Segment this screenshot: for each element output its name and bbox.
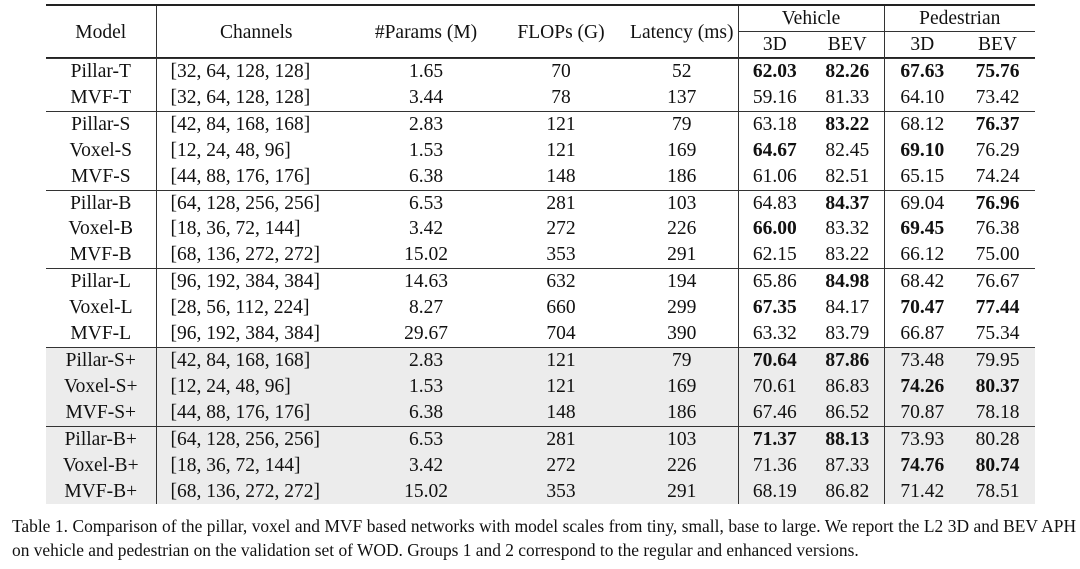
cell-flops: 121	[496, 111, 626, 137]
cell-pedestrian-3d: 64.10	[884, 85, 960, 111]
table-row	[46, 59, 1035, 85]
cell-latency: 186	[626, 400, 738, 426]
cell-model: Pillar-L	[46, 269, 156, 295]
cell-vehicle-3d: 61.06	[738, 164, 811, 190]
cell-pedestrian-3d: 66.12	[884, 242, 960, 268]
cell-vehicle-3d: 70.61	[738, 374, 811, 400]
table-row	[46, 453, 1035, 479]
cell-vehicle-bev: 86.52	[811, 400, 884, 426]
cell-vehicle-3d: 62.03	[738, 59, 811, 85]
cell-latency: 194	[626, 269, 738, 295]
cell-latency: 79	[626, 347, 738, 373]
cell-params: 3.44	[408, 86, 444, 108]
cell-pedestrian-3d: 69.10	[884, 138, 960, 164]
cell-vehicle-bev: 86.83	[811, 374, 884, 400]
cell-channels: [68, 136, 272, 272]	[156, 479, 356, 505]
header-pedestrian: Pedestrian	[884, 6, 1035, 32]
cell-channels: [96, 192, 384, 384]	[156, 269, 356, 295]
header-channels: Channels	[156, 6, 356, 59]
table-row	[46, 242, 1035, 268]
cell-vehicle-3d: 64.67	[738, 138, 811, 164]
table-row	[46, 85, 1035, 111]
header-vehicle-bev: BEV	[811, 32, 884, 59]
table-header	[46, 6, 1035, 59]
cell-model: Voxel-S	[69, 139, 132, 161]
table-row	[46, 111, 1035, 137]
cell-vehicle-3d: 67.46	[738, 400, 811, 426]
cell-params: 3.42	[408, 218, 444, 240]
header-pedestrian-3d: 3D	[884, 32, 960, 59]
cell-model: Pillar-S	[46, 111, 156, 137]
table-row	[46, 164, 1035, 190]
cell-vehicle-3d: 71.37	[738, 426, 811, 452]
cell-model: Voxel-L	[68, 297, 133, 319]
cell-vehicle-bev: 81.33	[825, 86, 870, 108]
cell-channels: [18, 36, 72, 144]	[156, 453, 356, 479]
cell-pedestrian-bev: 73.42	[975, 86, 1020, 108]
cell-pedestrian-bev: 80.37	[960, 374, 1035, 400]
cell-latency: 226	[626, 453, 738, 479]
header-vehicle-3d: 3D	[738, 32, 811, 59]
cell-vehicle-bev: 84.37	[811, 190, 884, 216]
cell-vehicle-3d: 67.35	[738, 295, 811, 321]
cell-channels: [28, 56, 112, 224]	[156, 295, 356, 321]
cell-latency: 291	[667, 244, 697, 266]
cell-vehicle-bev: 87.33	[811, 453, 884, 479]
cell-flops: 148	[496, 400, 626, 426]
cell-pedestrian-3d: 74.26	[884, 374, 960, 400]
cell-latency: 169	[626, 374, 738, 400]
cell-pedestrian-3d: 68.12	[884, 111, 960, 137]
cell-model: Pillar-B+	[46, 426, 156, 452]
cell-pedestrian-bev: 76.96	[960, 190, 1035, 216]
cell-flops: 272	[496, 453, 626, 479]
cell-vehicle-bev: 82.51	[825, 165, 870, 187]
cell-params: 6.53	[356, 426, 496, 452]
cell-flops: 70	[496, 59, 626, 85]
cell-flops: 704	[546, 323, 576, 345]
cell-model: MVF-S	[70, 165, 131, 187]
header-model: Model	[75, 21, 127, 43]
cell-pedestrian-bev: 76.38	[975, 218, 1020, 240]
cell-pedestrian-3d: 73.48	[884, 347, 960, 373]
cell-model: MVF-B+	[46, 479, 156, 505]
cell-vehicle-bev: 82.26	[811, 59, 884, 85]
cell-latency: 299	[667, 297, 697, 319]
cell-vehicle-bev: 84.98	[811, 269, 884, 295]
cell-channels: [18, 36, 72, 144]	[156, 216, 356, 242]
cell-vehicle-3d: 63.32	[738, 321, 811, 347]
cell-vehicle-bev: 88.13	[811, 426, 884, 452]
cell-params: 6.53	[356, 190, 496, 216]
cell-pedestrian-bev: 75.34	[975, 323, 1020, 345]
cell-vehicle-3d: 70.64	[738, 347, 811, 373]
cell-latency: 137	[667, 86, 697, 108]
cell-model: Pillar-B	[46, 190, 156, 216]
cell-params: 6.38	[356, 400, 496, 426]
cell-pedestrian-bev: 76.29	[975, 139, 1020, 161]
cell-params: 2.83	[356, 347, 496, 373]
cell-params: 14.63	[356, 269, 496, 295]
table-row	[46, 347, 1035, 373]
cell-pedestrian-bev: 78.51	[960, 479, 1035, 505]
cell-pedestrian-3d: 70.47	[884, 295, 960, 321]
cell-latency: 79	[626, 111, 738, 137]
cell-model: MVF-T	[70, 86, 132, 108]
cell-pedestrian-3d: 69.45	[884, 216, 960, 242]
header-params: #Params (M)	[374, 21, 478, 43]
cell-flops: 632	[496, 269, 626, 295]
cell-model: Voxel-S+	[46, 374, 156, 400]
cell-channels: [44, 88, 176, 176]	[156, 400, 356, 426]
cell-vehicle-3d: 64.83	[738, 190, 811, 216]
cell-flops: 353	[496, 479, 626, 505]
cell-flops: 121	[496, 347, 626, 373]
cell-pedestrian-3d: 65.15	[884, 164, 960, 190]
cell-latency: 186	[667, 165, 697, 187]
table-row	[46, 479, 1035, 505]
cell-flops: 272	[546, 218, 576, 240]
cell-model: Voxel-B	[68, 218, 134, 240]
cell-params: 8.27	[408, 297, 444, 319]
cell-pedestrian-bev: 78.18	[960, 400, 1035, 426]
cell-vehicle-3d: 66.00	[738, 216, 811, 242]
cell-latency: 103	[626, 426, 738, 452]
table-row	[46, 216, 1035, 242]
cell-channels: [44, 88, 176, 176]	[156, 164, 356, 190]
cell-params: 1.53	[356, 374, 496, 400]
cell-channels: [12, 24, 48, 96]	[156, 374, 356, 400]
header-pedestrian-bev: BEV	[960, 32, 1035, 59]
cell-pedestrian-3d: 67.63	[884, 59, 960, 85]
cell-pedestrian-3d: 69.04	[884, 190, 960, 216]
cell-flops: 148	[546, 165, 576, 187]
cell-params: 3.42	[356, 453, 496, 479]
cell-pedestrian-3d: 66.87	[884, 321, 960, 347]
cell-pedestrian-bev: 80.28	[960, 426, 1035, 452]
cell-latency: 226	[667, 218, 697, 240]
cell-model: MVF-B	[69, 244, 132, 266]
cell-vehicle-bev: 87.86	[811, 347, 884, 373]
table-row	[46, 269, 1035, 295]
cell-flops: 121	[546, 139, 576, 161]
cell-flops: 78	[551, 86, 571, 108]
cell-pedestrian-bev: 80.74	[960, 453, 1035, 479]
cell-vehicle-3d: 62.15	[738, 242, 811, 268]
cell-vehicle-3d: 68.19	[738, 479, 811, 505]
cell-channels: [32, 64, 128, 128]	[156, 85, 356, 111]
cell-params: 15.02	[404, 244, 448, 266]
cell-channels: [32, 64, 128, 128]	[156, 59, 356, 85]
cell-vehicle-3d: 59.16	[738, 85, 811, 111]
cell-vehicle-bev: 83.22	[825, 244, 870, 266]
table-row	[46, 426, 1035, 452]
cell-vehicle-bev: 82.45	[825, 139, 870, 161]
cell-pedestrian-3d: 70.87	[884, 400, 960, 426]
table-row	[46, 190, 1035, 216]
cell-latency: 291	[626, 479, 738, 505]
cell-flops: 353	[546, 244, 576, 266]
cell-params: 15.02	[356, 479, 496, 505]
cell-vehicle-bev: 83.32	[825, 218, 870, 240]
cell-model: Pillar-S+	[46, 347, 156, 373]
cell-channels: [68, 136, 272, 272]	[156, 242, 356, 268]
results-table	[46, 6, 1035, 504]
cell-flops: 281	[496, 190, 626, 216]
cell-vehicle-bev: 84.17	[825, 297, 870, 319]
cell-params: 1.53	[408, 139, 444, 161]
cell-channels: [64, 128, 256, 256]	[156, 190, 356, 216]
cell-pedestrian-3d: 71.42	[884, 479, 960, 505]
table-row	[46, 321, 1035, 347]
header-latency: Latency (ms)	[630, 21, 734, 43]
cell-flops: 281	[496, 426, 626, 452]
cell-channels: [96, 192, 384, 384]	[156, 321, 356, 347]
cell-latency: 103	[626, 190, 738, 216]
cell-model: Voxel-B+	[46, 453, 156, 479]
header-vehicle: Vehicle	[738, 6, 884, 32]
cell-pedestrian-bev: 76.67	[960, 269, 1035, 295]
cell-pedestrian-3d: 68.42	[884, 269, 960, 295]
cell-vehicle-bev: 83.79	[825, 323, 870, 345]
cell-vehicle-bev: 83.22	[811, 111, 884, 137]
table-caption: Table 1. Comparison of the pillar, voxel and MVF based networks with model scales from tiny, small, base to large. We report the L2 3D and BEV APH on vehicle and pedestrian on the validation set of WOD. Groups 1 and 2 correspond to the regular and enhanced versions.	[12, 516, 1076, 560]
table-body	[46, 59, 1035, 505]
cell-pedestrian-3d: 73.93	[884, 426, 960, 452]
cell-vehicle-3d: 65.86	[738, 269, 811, 295]
cell-pedestrian-3d: 74.76	[884, 453, 960, 479]
header-flops: FLOPs (G)	[517, 21, 605, 43]
cell-params: 6.38	[408, 165, 444, 187]
cell-vehicle-3d: 63.18	[738, 111, 811, 137]
cell-latency: 52	[626, 59, 738, 85]
cell-pedestrian-bev: 77.44	[975, 297, 1020, 319]
table-row	[46, 400, 1035, 426]
cell-params: 1.65	[356, 59, 496, 85]
cell-model: MVF-L	[70, 323, 132, 345]
cell-pedestrian-bev: 75.00	[975, 244, 1020, 266]
cell-params: 29.67	[404, 323, 448, 345]
cell-pedestrian-bev: 75.76	[960, 59, 1035, 85]
cell-pedestrian-bev: 76.37	[960, 111, 1035, 137]
cell-pedestrian-bev: 79.95	[960, 347, 1035, 373]
cell-pedestrian-bev: 74.24	[975, 165, 1020, 187]
cell-channels: [42, 84, 168, 168]	[156, 111, 356, 137]
cell-vehicle-bev: 86.82	[811, 479, 884, 505]
table-row	[46, 374, 1035, 400]
cell-channels: [12, 24, 48, 96]	[156, 138, 356, 164]
cell-channels: [42, 84, 168, 168]	[156, 347, 356, 373]
cell-latency: 169	[667, 139, 697, 161]
cell-model: MVF-S+	[46, 400, 156, 426]
table-row	[46, 138, 1035, 164]
cell-params: 2.83	[356, 111, 496, 137]
cell-vehicle-3d: 71.36	[738, 453, 811, 479]
cell-model: Pillar-T	[46, 59, 156, 85]
cell-flops: 660	[546, 297, 576, 319]
cell-channels: [64, 128, 256, 256]	[156, 426, 356, 452]
cell-latency: 390	[667, 323, 697, 345]
cell-flops: 121	[496, 374, 626, 400]
table-row	[46, 295, 1035, 321]
